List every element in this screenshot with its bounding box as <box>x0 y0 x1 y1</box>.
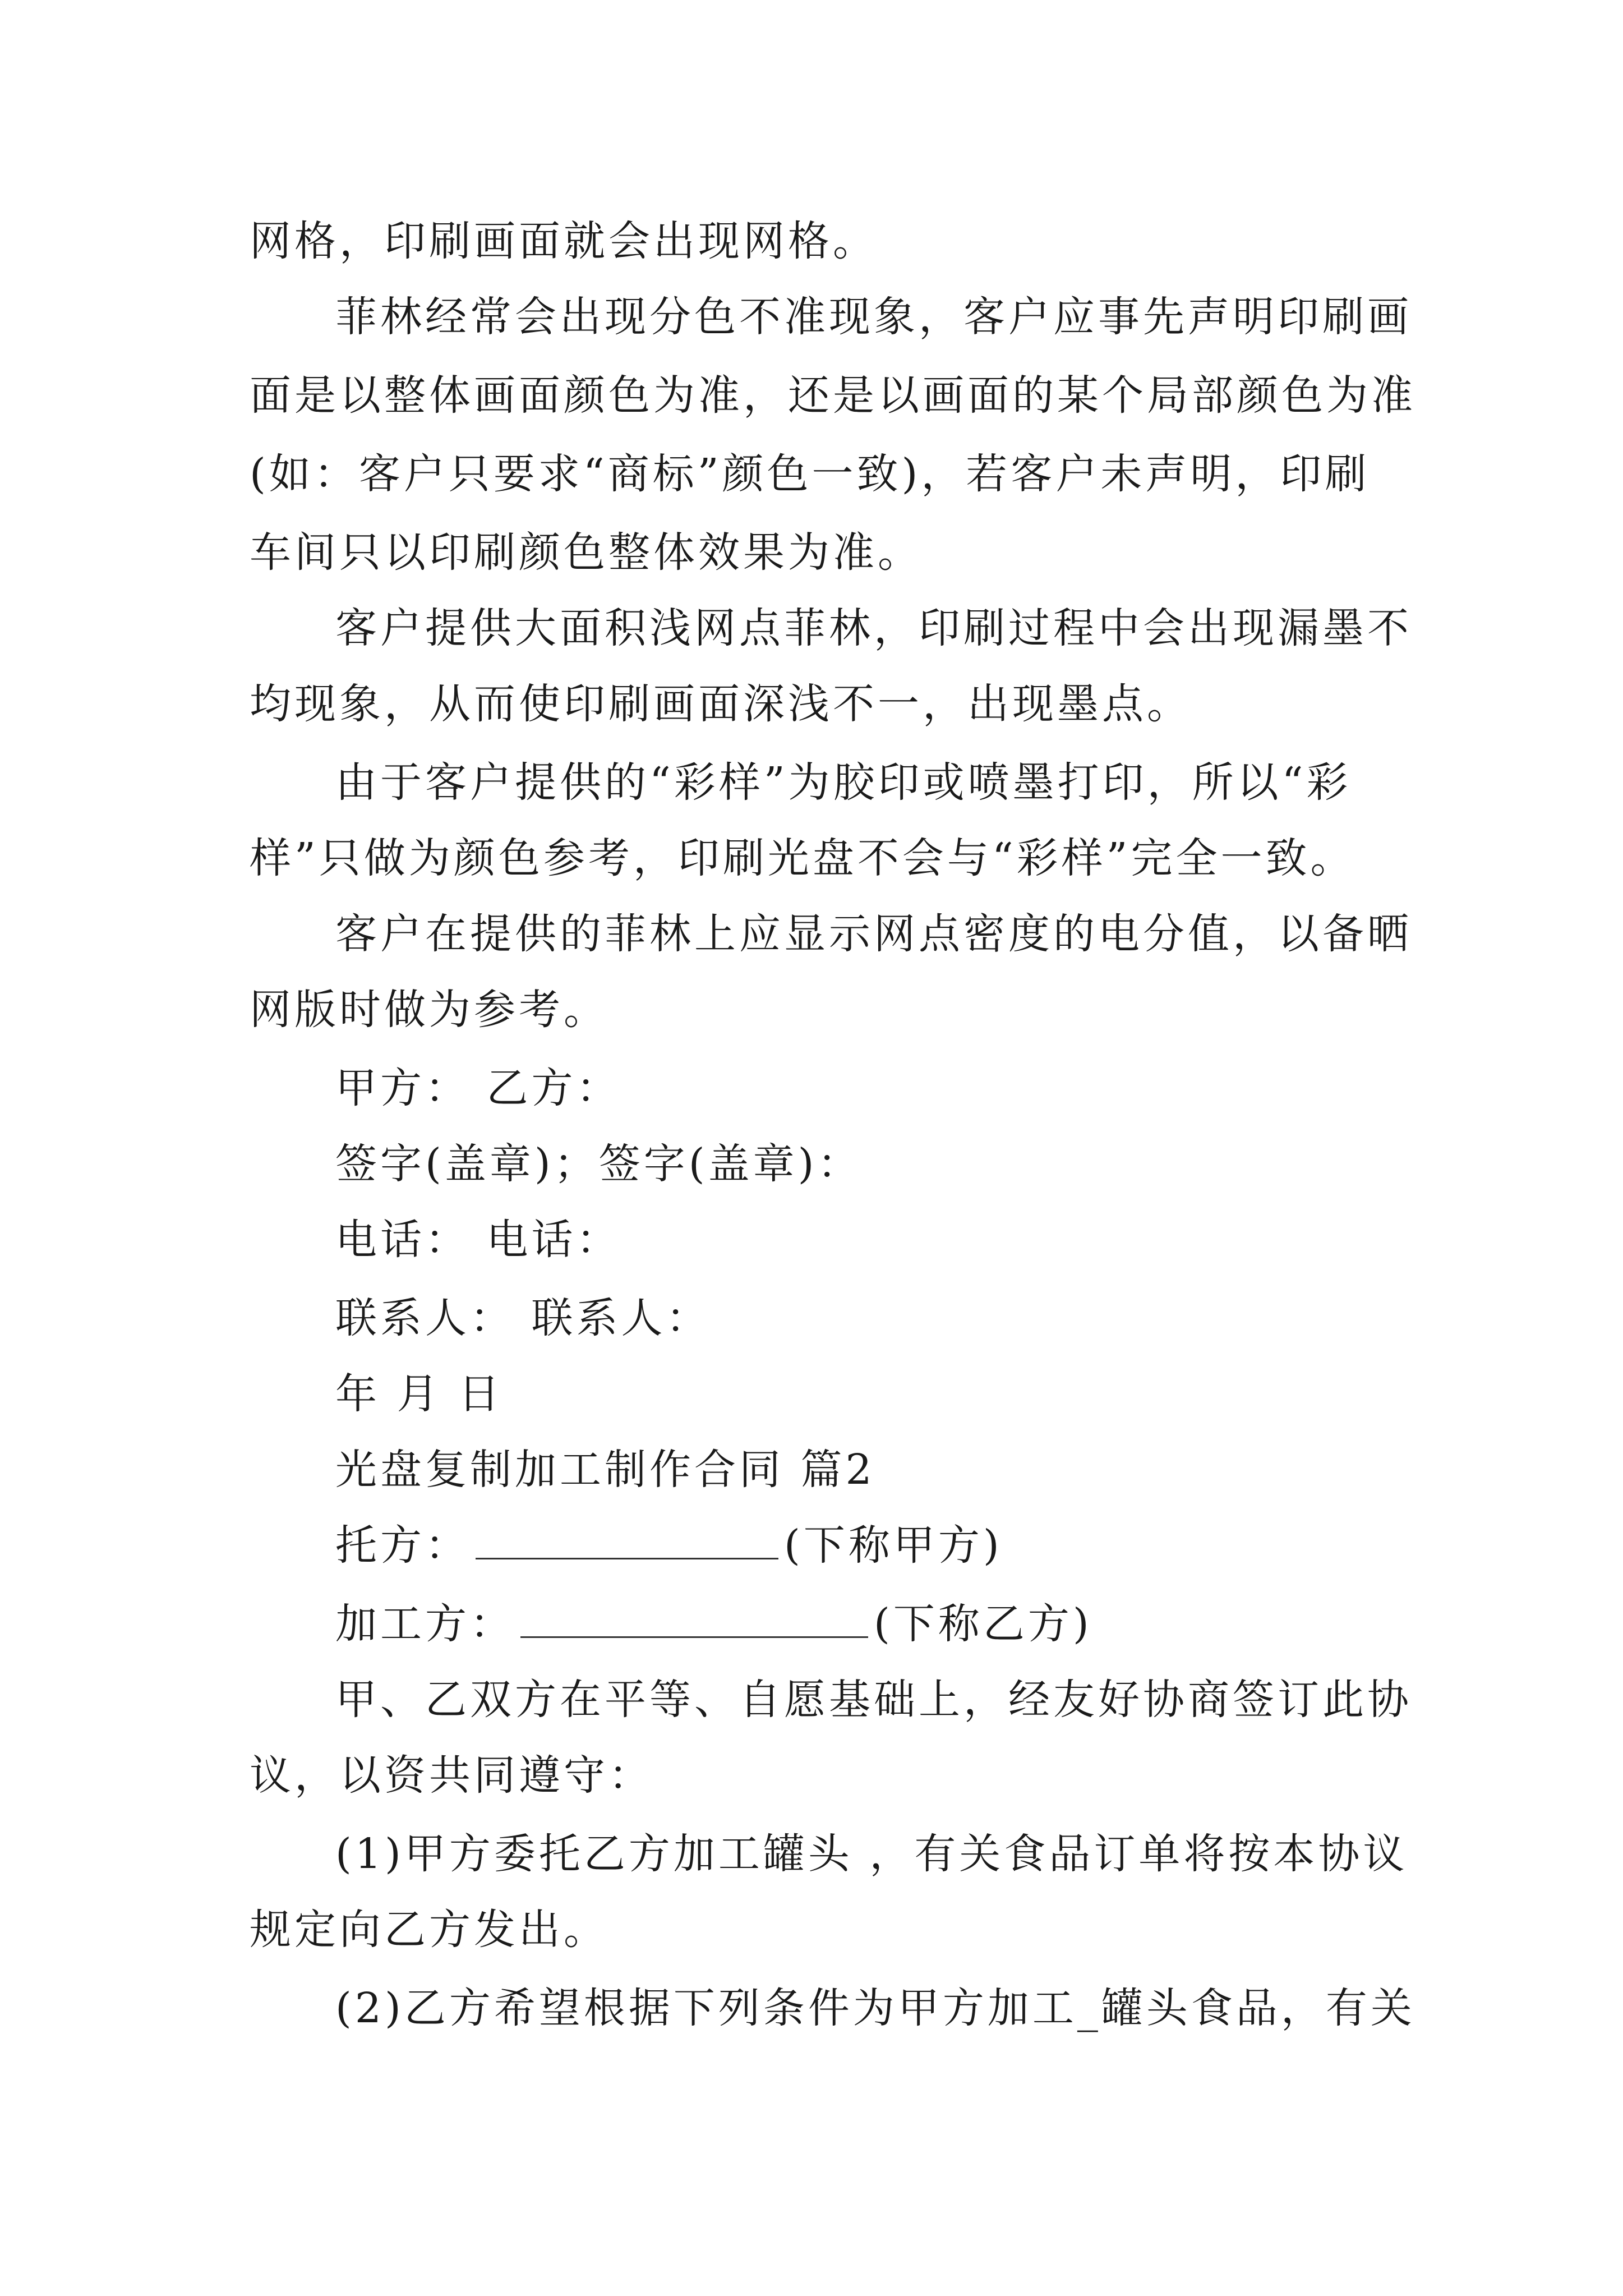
processor-label: 加工方： <box>335 1600 515 1648</box>
processor-blank <box>520 1597 868 1638</box>
text-line: 样”只做为颜色参考，印刷光盘不会与“彩样”完全一致。 <box>250 834 1355 882</box>
paragraph-start: 甲、乙双方在平等、自愿基础上，经友好协商签订此协 <box>335 1676 1412 1724</box>
text-line: 网版时做为参考。 <box>250 986 608 1034</box>
clause-2: (2)乙方希望根据下列条件为甲方加工_罐头食品，有关 <box>335 1984 1415 2032</box>
party-line: 甲方： 乙方： <box>335 1064 621 1112</box>
phone-line: 电话： 电话： <box>335 1216 621 1264</box>
entrust-label: 托方： <box>335 1521 470 1570</box>
paragraph-start: 客户提供大面积浅网点菲林，印刷过程中会出现漏墨不 <box>335 604 1412 652</box>
signature-line: 签字(盖章)；签字(盖章)： <box>335 1140 863 1188</box>
entrust-suffix: (下称甲方) <box>784 1521 1003 1570</box>
paragraph-start: 菲林经常会出现分色不准现象，客户应事先声明印刷画 <box>335 293 1412 341</box>
paragraph-start: 客户在提供的菲林上应显示网点密度的电分值，以备晒 <box>335 910 1412 958</box>
text-line: 面是以整体画面颜色为准，还是以画面的某个局部颜色为准 <box>250 371 1416 420</box>
text-line: 议，以资共同遵守： <box>250 1751 653 1800</box>
text-line: 车间只以印刷颜色整体效果为准。 <box>250 528 923 577</box>
text-line: 均现象，从而使印刷画面深浅不一，出现墨点。 <box>250 680 1192 728</box>
processor-suffix: (下称乙方) <box>874 1600 1092 1648</box>
entrust-blank <box>476 1519 778 1559</box>
date-line: 年 月 日 <box>335 1370 504 1418</box>
processor-line <box>335 1596 1092 1652</box>
section-title: 光盘复制加工制作合同 篇2 <box>335 1446 875 1494</box>
entrust-line <box>335 1517 1003 1573</box>
contact-line: 联系人： 联系人： <box>335 1294 711 1342</box>
clause-1: (1)甲方委托乙方加工罐头 ，有关食品订单将按本协议 <box>335 1830 1408 1878</box>
text-line: 网格，印刷画面就会出现网格。 <box>250 217 878 265</box>
text-line: (如：客户只要求“商标”颜色一致)，若客户未声明，印刷 <box>250 450 1370 498</box>
paragraph-start: 由于客户提供的“彩样”为胶印或喷墨打印，所以“彩 <box>335 758 1352 807</box>
text-line: 规定向乙方发出。 <box>250 1906 608 1954</box>
